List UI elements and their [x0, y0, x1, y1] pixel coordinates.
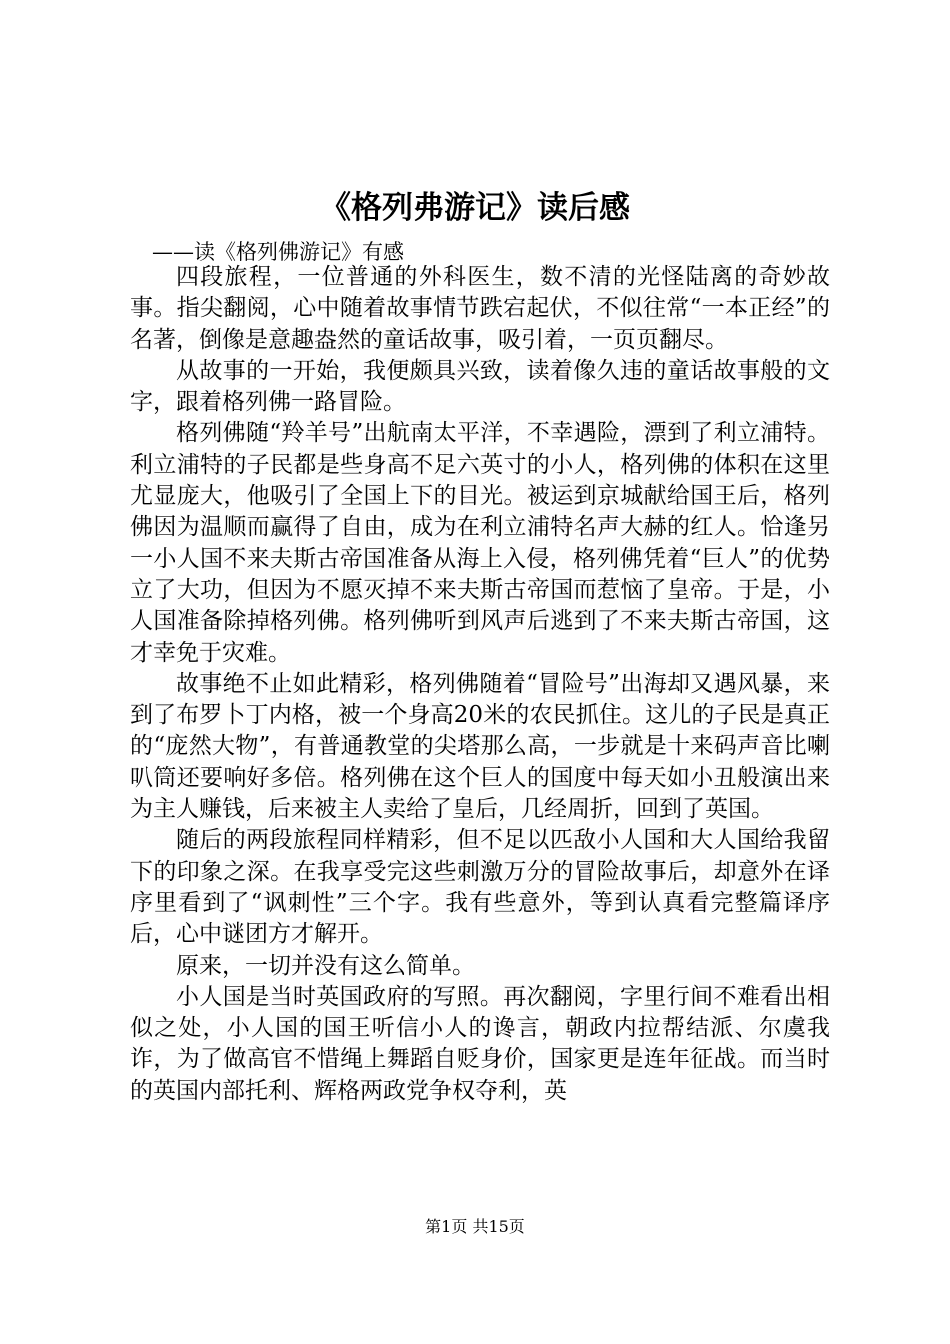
- paragraph: 随后的两段旅程同样精彩，但不足以匹敌小人国和大人国给我留下的印象之深。在我享受完这些刺激万分的冒险故事后，却意外在译序里看到了“讽刺性”三个字。我有些意外，等到认真看完整篇译序后，心中谜团方才解开。: [130, 827, 830, 948]
- paragraph: 故事绝不止如此精彩，格列佛随着“冒险号”出海却又遇风暴，来到了布罗卜丁内格，被一个身高20米的农民抓住。这儿的子民是真正的“庞然大物”，有普通教堂的尖塔那么高，一步就是十来码声音比喇叭筒还要响好多倍。格列佛在这个巨人的国度中每天如小丑般演出来为主人赚钱，后来被主人卖给了皇后，几经周折，回到了英国。: [130, 670, 830, 823]
- paragraph: 从故事的一开始，我便颇具兴致，读着像久违的童话故事般的文字，跟着格列佛一路冒险。: [130, 357, 830, 416]
- paragraph: 小人国是当时英国政府的写照。再次翻阅，字里行间不难看出相似之处，小人国的国王听信小人的谗言，朝政内拉帮结派、尔虞我诈，为了做高官不惜绳上舞蹈自贬身价，国家更是连年征战。而当时的英国内部托利、辉格两政党争权夺利，英: [130, 983, 830, 1104]
- page-footer: 第1页 共15页: [425, 1217, 525, 1236]
- paragraph: 四段旅程，一位普通的外科医生，数不清的光怪陆离的奇妙故事。指尖翻阅，心中随着故事情节跌宕起伏，不似往常“一本正经”的名著，倒像是意趣盎然的童话故事，吸引着，一页页翻尽。: [130, 264, 830, 353]
- paragraph: 格列佛随“羚羊号”出航南太平洋，不幸遇险，漂到了利立浦特。利立浦特的子民都是些身高不足六英寸的小人，格列佛的体积在这里尤显庞大，他吸引了全国上下的目光。被运到京城献给国王后，格列佛因为温顺而赢得了自由，成为在利立浦特名声大赫的红人。恰逢另一小人国不来夫斯古帝国准备从海上入侵，格列佛凭着“巨人”的优势立了大功，但因为不愿灭掉不来夫斯古帝国而惹恼了皇帝。于是，小人国准备除掉格列佛。格列佛听到风声后逃到了不来夫斯古帝国，这才幸免于灾难。: [130, 420, 830, 666]
- subtitle: ——读《格列佛游记》有感: [152, 240, 404, 264]
- paragraph: 原来，一切并没有这么简单。: [176, 952, 475, 979]
- page-title: 《格列弗游记》读后感: [320, 190, 630, 226]
- body-text: [130, 262, 830, 1107]
